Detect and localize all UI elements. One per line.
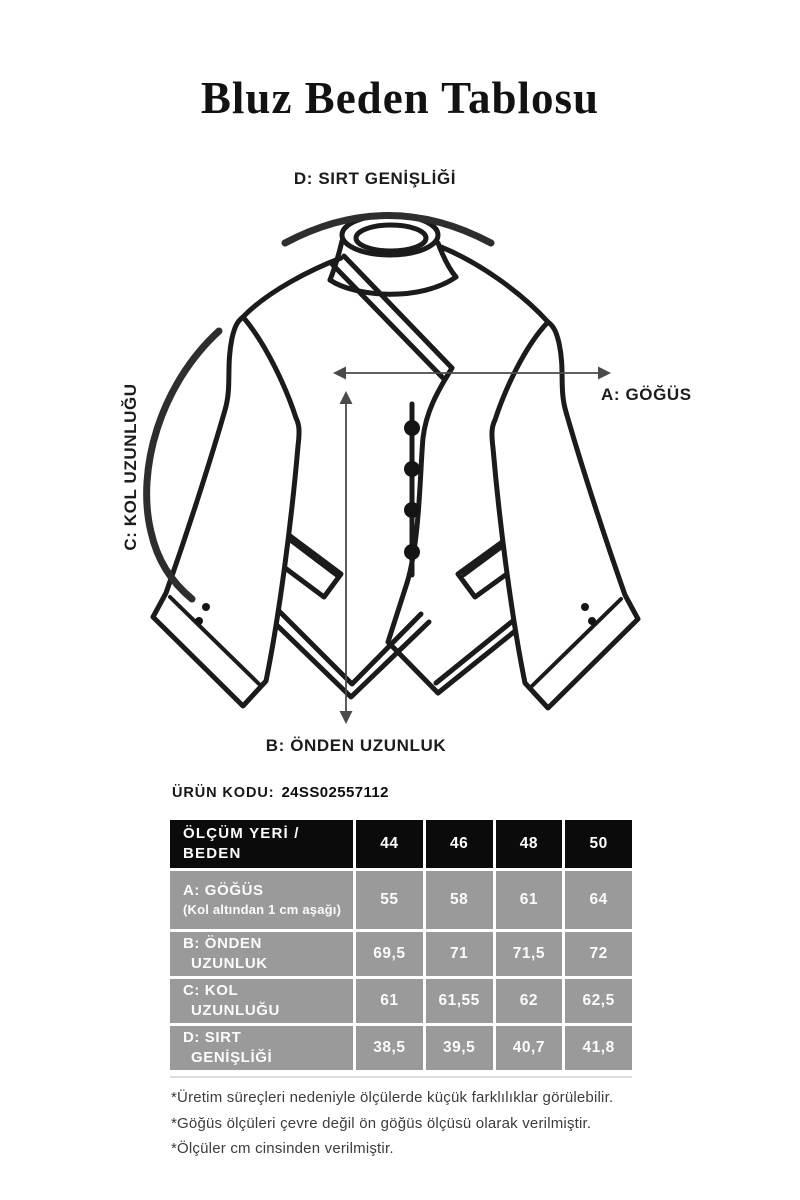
measurement-label-cell [170, 979, 353, 1023]
measurement-value: 72 [565, 932, 632, 976]
footnote: *Göğüs ölçüleri çevre değil ön göğüs ölçüsü olarak verilmiştir. [171, 1114, 592, 1132]
measurement-label-line1: B: ÖNDEN [183, 934, 262, 952]
measurement-label-cell [170, 1026, 353, 1070]
size-table-header-cell: ÖLÇÜM YERİ / BEDEN [170, 820, 353, 868]
product-code-value: 24SS02557112 [281, 784, 389, 801]
size-table-header-cell: 44 [356, 820, 423, 868]
measurement-label-line2: UZUNLUK [191, 955, 268, 972]
size-table-row [170, 932, 632, 976]
sleeve-length-label: C: KOL UZUNLUĞU [121, 383, 140, 551]
measurement-label-line1: C: KOL [183, 981, 239, 999]
footnote: *Ölçüler cm cinsinden verilmiştir. [171, 1140, 394, 1157]
measurement-value: 39,5 [426, 1026, 493, 1070]
chest-width-arrow [333, 367, 611, 380]
size-table-row [170, 871, 632, 929]
size-table-row [170, 1026, 632, 1070]
back-width-label: D: SIRT GENİŞLİĞİ [293, 169, 457, 188]
footnote: *Üretim süreçleri nedeniyle ölçülerde küçük farklılıklar görülebilir. [171, 1089, 614, 1106]
measurement-value: 62,5 [565, 979, 632, 1023]
measurement-value: 41,8 [565, 1026, 632, 1070]
measurement-value: 71 [426, 932, 493, 976]
size-table-header-cell: 50 [565, 820, 632, 868]
product-code-label: ÜRÜN KODU: [172, 785, 275, 801]
measurement-value: 55 [356, 871, 423, 929]
footnotes [171, 1085, 613, 1162]
size-table [170, 820, 632, 1073]
pocket-flaps [261, 527, 540, 597]
measurement-value: 38,5 [356, 1026, 423, 1070]
measurement-label-cell [170, 932, 353, 976]
measurement-label-line2: (Kol altından 1 cm aşağı) [183, 902, 342, 918]
measurement-label-line1: A: GÖĞÜS [183, 882, 264, 900]
chest-label: A: GÖĞÜS [601, 385, 692, 404]
measurement-value: 40,7 [496, 1026, 563, 1070]
measurement-label-line2: GENİŞLİĞİ [191, 1049, 273, 1066]
size-table-header-row [170, 820, 632, 868]
front-length-label: B: ÖNDEN UZUNLUK [265, 736, 447, 755]
measurement-value: 64 [565, 871, 632, 929]
measurement-value: 58 [426, 871, 493, 929]
size-table-row [170, 979, 632, 1023]
page-title: Bluz Beden Tablosu [200, 73, 600, 123]
measurement-label-line1: D: SIRT [183, 1028, 242, 1046]
measurement-value: 69,5 [356, 932, 423, 976]
measurement-label-cell [170, 871, 353, 929]
measurement-value: 61 [356, 979, 423, 1023]
measurement-value: 71,5 [496, 932, 563, 976]
table-bottom-shadow [170, 1076, 632, 1078]
measurement-label-line2: UZUNLUĞU [191, 1002, 280, 1019]
measurement-value: 61,55 [426, 979, 493, 1023]
measurement-value: 61 [496, 871, 563, 929]
size-table-header-cell: 48 [496, 820, 563, 868]
measurement-value: 62 [496, 979, 563, 1023]
product-code-line [172, 784, 389, 801]
size-table-header-cell: 46 [426, 820, 493, 868]
